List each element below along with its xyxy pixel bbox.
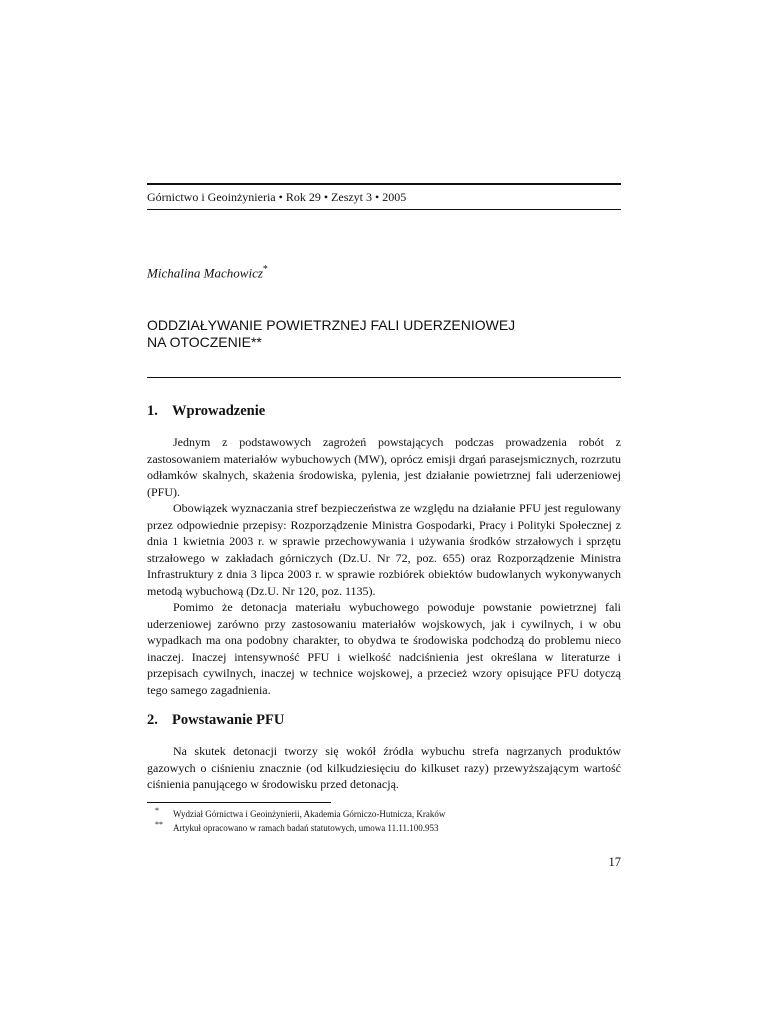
- journal-header: Górnictwo i Geoinżynieria • Rok 29 • Zeszyt 3 • 2005: [147, 190, 407, 204]
- author-footnote-mark: *: [262, 264, 268, 275]
- section-heading-2: [147, 712, 284, 729]
- footnotes: [147, 807, 621, 835]
- title-rule: [147, 377, 621, 378]
- section-number: 2.: [147, 712, 158, 728]
- footnote-mark: **: [155, 820, 163, 829]
- section-heading-1: [147, 403, 265, 420]
- footnote-mark: *: [155, 806, 159, 815]
- page-number: 17: [608, 855, 621, 869]
- paragraph: Jednym z podstawowych zagrożeń powstających podczas prowadzenia robót z zastosowaniem materiałów wybuchowych (MW), oprócz emisji drgań parasejsmicznych, rozrzutu odłamków skalnych, skażenia środowiska, pylenia, jest działanie powietrznej fali uderzeniowej (PFU).: [147, 435, 621, 499]
- author-line: [147, 264, 268, 281]
- section-title: Powstawanie PFU: [172, 712, 285, 728]
- author-name: Michalina Machowicz: [147, 265, 263, 281]
- footnote-text: Wydział Górnictwa i Geoinżynierii, Akademia Górniczo-Hutnicza, Kraków: [173, 809, 446, 819]
- title-line-2: NA OTOCZENIE**: [147, 334, 262, 350]
- section-2-body: [147, 743, 621, 793]
- title-line-1: ODDZIAŁYWANIE POWIETRZNEJ FALI UDERZENIOWEJ: [147, 317, 516, 333]
- paragraph: Pomimo że detonacja materiału wybuchowego powoduje powstanie powietrznej fali uderzeniowej zarówno przy zastosowaniu materiałów wojskowych, jak i cywilnych, i w obu wypadkach ma ona podobny charakter, to obydwa te środowiska podchodzą do problemu nieco inaczej. Inaczej intensywność PFU i wielkość nadciśnienia jest określana w literaturze i przepisach cywilnych, inaczej w technice wojskowej, a przecież wzory opisujące PFU dotyczą tego samego zagadnienia.: [147, 600, 621, 697]
- section-1-body: [147, 434, 621, 698]
- paragraph: Na skutek detonacji tworzy się wokół źródła wybuchu strefa nagrzanych produktów gazowych o ciśnieniu znacznie (od kilkudziesięciu do kilkuset razy) przewyższającym wartość ciśnienia panującego w środowisku przed detonacją.: [147, 744, 621, 791]
- paragraph: Obowiązek wyznaczania stref bezpieczeństwa ze względu na działanie PFU jest regulowany przez odpowiednie przepisy: Rozporządzenie Ministra Gospodarki, Pracy i Polityki Społecznej z dnia 1 kwietnia 2003 r. w sprawie przechowywania i używania środków strzałowych i sprzętu strzałowego w zakładach górniczych (Dz.U. Nr 72, poz. 655) oraz Rozporządzenie Ministra Infrastruktury z dnia 3 lipca 2003 r. w sprawie rozbiórek obiektów budowlanych wykonywanych metodą wybuchową (Dz.U. Nr 120, poz. 1135).: [147, 501, 621, 598]
- article-title: [147, 317, 621, 351]
- section-title: Wprowadzenie: [172, 403, 266, 419]
- section-number: 1.: [147, 403, 158, 419]
- header-bottom-rule: [147, 209, 621, 210]
- footnote-rule: [147, 802, 331, 803]
- footnote-text: Artykuł opracowano w ramach badań statutowych, umowa 11.11.100.953: [173, 823, 439, 833]
- footnote: [147, 821, 621, 835]
- header-top-rule: [147, 183, 621, 185]
- footnote: [147, 807, 621, 821]
